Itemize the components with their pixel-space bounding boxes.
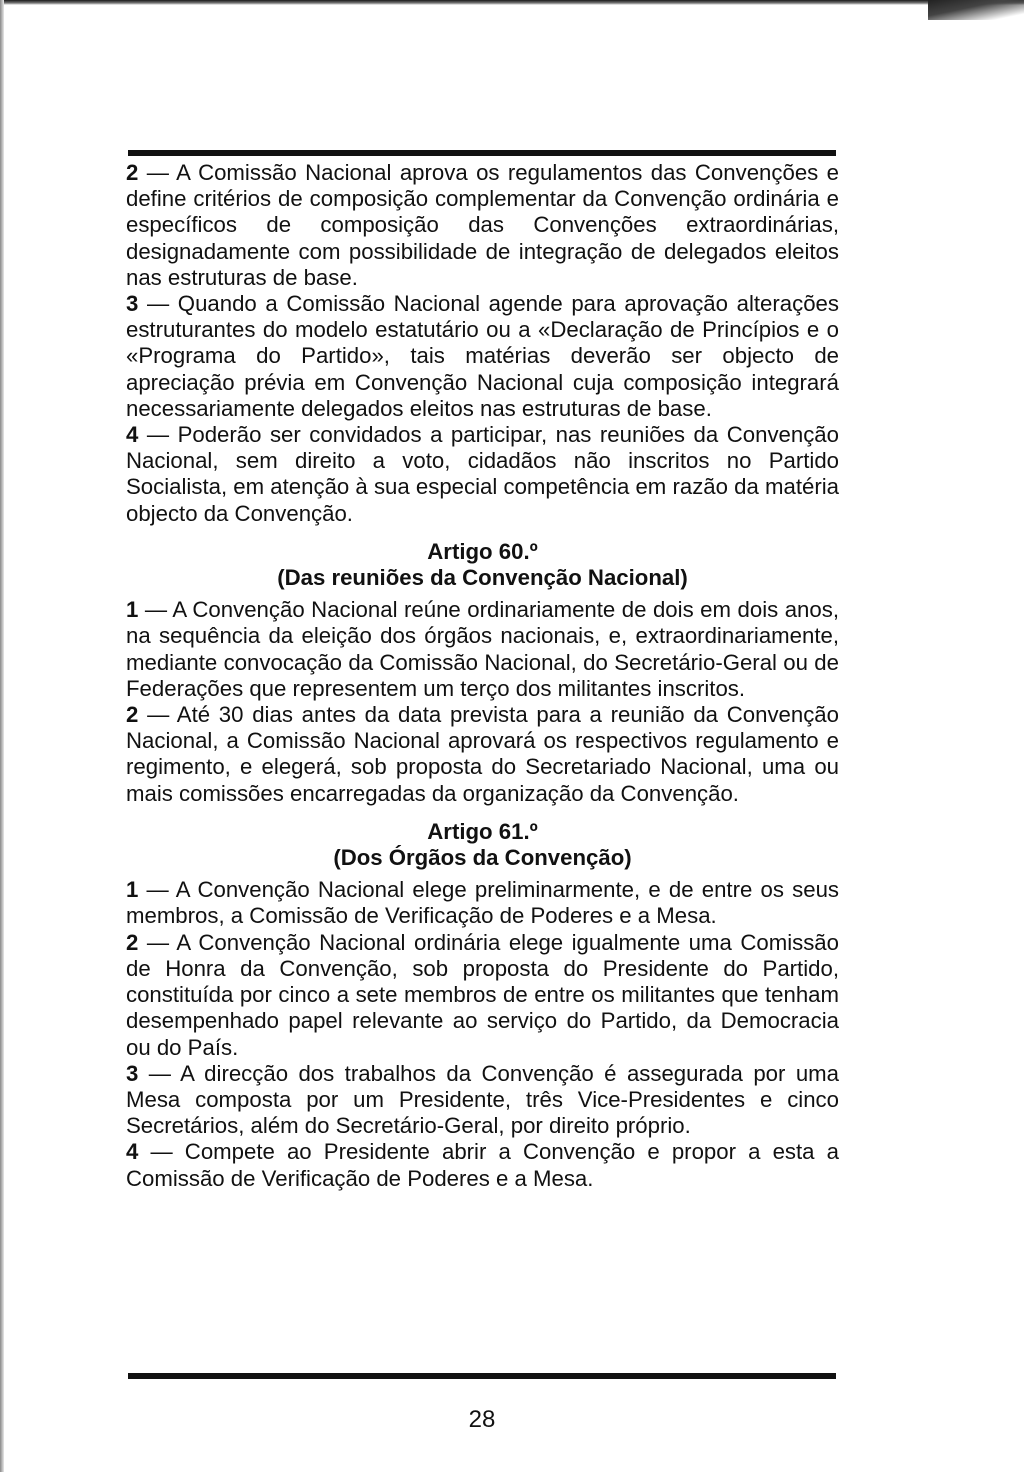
page-number: 28 [468, 1406, 496, 1433]
paragraph-number: 2 [126, 160, 139, 185]
page-body [126, 160, 839, 1192]
paragraph-text: — A direcção dos trabalhos da Convenção é assegurada por uma Mesa composta por um Presidente, três Vice-Presidentes e cinco Secretários, além do Secretário-Geral, por direito próprio. [126, 1060, 839, 1139]
article-subtitle: (Dos Órgãos da Convenção) [333, 845, 632, 871]
paragraph-number: 2 [126, 702, 139, 728]
bottom-rule [128, 1373, 836, 1379]
paragraph-number: 4 [126, 422, 139, 448]
scan-corner-mark [928, 0, 1024, 20]
paragraph-text: — A Convenção Nacional ordinária elege igualmente uma Comissão de Honra da Convenção, sob proposta do Presidente do Partido, constituída por cinco a sete membros de entre os militantes que tenham desempenhado papel relevante ao serviço do Partido, da Democracia ou do País. [126, 929, 839, 1060]
top-rule [128, 150, 836, 156]
paragraph-text: — Até 30 dias antes da data prevista para a reunião da Convenção Nacional, a Comissão Nacional aprovará os respectivos regulamento e regimento, e elegerá, sob proposta do Secretariado Nacional, uma ou mais comissões encarregadas da organização da Convenção. [126, 702, 839, 806]
article-heading [126, 539, 839, 591]
paragraph-text: — Quando a Comissão Nacional agende para aprovação alterações estruturantes do modelo estatutário ou a «Declaração de Princípios e o «Programa do Partido», tais matérias deverão ser objecto de apreciação prévia em Convenção Nacional cuja composição integrará necessariamente delegados eleitos nas estruturas de base. [126, 291, 839, 421]
paragraph-text: — A Comissão Nacional aprova os regulamentos das Convenções e define critérios de composição complementar da Convenção ordinária e específicos de composição das Convenções extraordinárias, designadamente com possibilidade de integração de delegados eleitos nas estruturas de base. [126, 160, 839, 290]
scan-edge-top [0, 0, 1024, 5]
paragraph-text: — A Convenção Nacional elege preliminarmente, e de entre os seus membros, a Comissão de Verificação de Poderes e a Mesa. [126, 877, 839, 929]
paragraph [126, 702, 839, 807]
paragraph [126, 1061, 839, 1140]
paragraph-text: — A Convenção Nacional reúne ordinariamente de dois em dois anos, na sequência da eleição dos órgãos nacionais, e, extraordinariamente, mediante convocação da Comissão Nacional, do Secretário-Geral ou de Federações que representem um terço dos militantes inscritos. [126, 597, 839, 701]
paragraph-number: 3 [126, 1060, 139, 1086]
paragraph [126, 930, 839, 1061]
scan-edge-left [0, 0, 4, 1472]
paragraph-number: 1 [126, 877, 139, 903]
paragraph-number: 3 [126, 291, 139, 317]
paragraph-number: 1 [126, 597, 139, 623]
paragraph-text: — Poderão ser convidados a participar, nas reuniões da Convenção Nacional, sem direito a voto, cidadãos não inscritos no Partido Socialista, em atenção à sua especial competência em razão da matéria objecto da Convenção. [126, 422, 839, 526]
paragraph [126, 422, 839, 527]
paragraph [126, 160, 839, 291]
paragraph [126, 877, 839, 929]
paragraph-number: 4 [126, 1139, 139, 1165]
paragraph-text: — Compete ao Presidente abrir a Convenção e propor a esta a Comissão de Verificação de Poderes e a Mesa. [126, 1139, 839, 1191]
article-heading [126, 819, 839, 871]
article-title: Artigo 61.º [427, 818, 538, 844]
paragraph [126, 291, 839, 422]
article-title: Artigo 60.º [427, 538, 538, 564]
paragraph [126, 597, 839, 702]
paragraph [126, 1139, 839, 1191]
article-subtitle: (Das reuniões da Convenção Nacional) [277, 565, 688, 591]
paragraph-number: 2 [126, 929, 139, 955]
